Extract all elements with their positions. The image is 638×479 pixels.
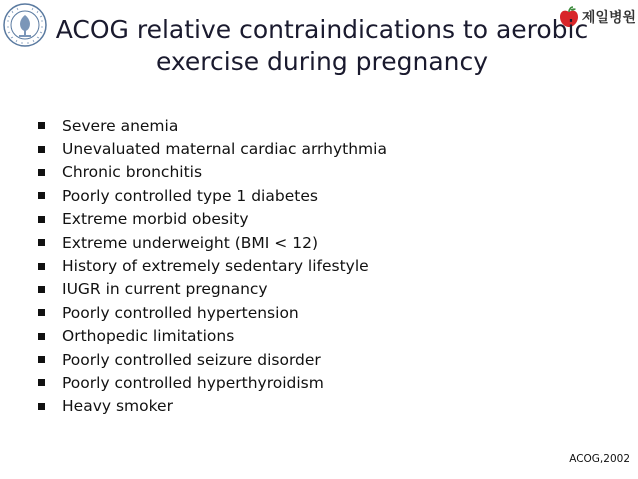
list-item-text: Poorly controlled type 1 diabetes [62, 186, 318, 205]
list-item [38, 348, 387, 371]
square-bullet-icon [38, 146, 45, 153]
list-item-text: Chronic bronchitis [62, 163, 203, 182]
list-item [38, 254, 387, 277]
square-bullet-icon [38, 333, 45, 340]
list-item [38, 278, 387, 301]
list-item [38, 184, 387, 207]
square-bullet-icon [38, 192, 45, 199]
list-item-text: Unevaluated maternal cardiac arrhythmia [62, 140, 387, 159]
list-item-text: Extreme underweight (BMI < 12) [62, 233, 318, 252]
square-bullet-icon [38, 216, 45, 223]
title-line-1: ACOG relative contraindications to aerobic [55, 15, 589, 44]
list-item-text: Heavy smoker [62, 397, 173, 416]
square-bullet-icon [38, 169, 45, 176]
title-line-2: exercise during pregnancy [155, 47, 489, 76]
list-item [38, 371, 387, 394]
square-bullet-icon [38, 309, 45, 316]
square-bullet-icon [38, 403, 45, 410]
square-bullet-icon [38, 379, 45, 386]
list-item-text: Orthopedic limitations [62, 327, 235, 346]
slide-title [40, 14, 604, 78]
list-item-text: IUGR in current pregnancy [62, 280, 268, 299]
source-citation: ACOG,2002 [569, 453, 630, 465]
square-bullet-icon [38, 356, 45, 363]
list-item [38, 114, 387, 137]
contraindications-list [38, 114, 387, 418]
square-bullet-icon [38, 122, 45, 129]
list-item [38, 137, 387, 160]
hospital-name: 제일병원 [581, 10, 636, 26]
list-item [38, 325, 387, 348]
list-item-text: Poorly controlled hypertension [62, 303, 299, 322]
list-item-text: Poorly controlled seizure disorder [62, 350, 321, 369]
square-bullet-icon [38, 286, 45, 293]
list-item-text: Poorly controlled hyperthyroidism [62, 373, 324, 392]
list-item [38, 301, 387, 324]
list-item-text: History of extremely sedentary lifestyle [62, 257, 369, 276]
list-item-text: Extreme morbid obesity [62, 210, 249, 229]
list-item [38, 395, 387, 418]
list-item [38, 161, 387, 184]
list-item-text: Severe anemia [62, 116, 179, 135]
list-item [38, 231, 387, 254]
list-item [38, 208, 387, 231]
square-bullet-icon [38, 239, 45, 246]
square-bullet-icon [38, 263, 45, 270]
